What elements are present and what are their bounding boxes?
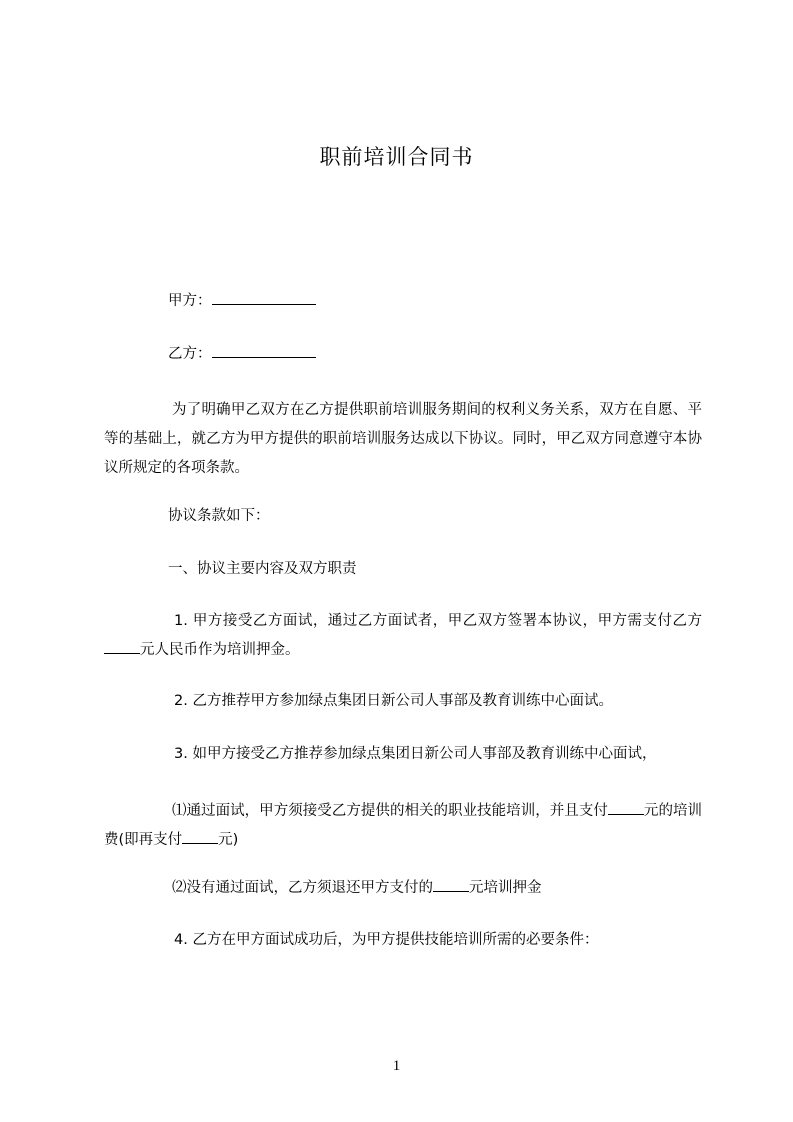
item-2-line: 2. 乙方推荐甲方参加绿点集团日新公司人事部及教育训练中心面试。 [174, 693, 613, 709]
party-b-line [168, 343, 316, 364]
document-title: 职前培训合同书 [319, 145, 474, 169]
item-4-line: 4. 乙方在甲方面试成功后，为甲方提供技能培训所需的必要条件： [174, 932, 599, 948]
clauses-heading: 协议条款如下： [168, 508, 270, 524]
sub-item-2-line [172, 877, 542, 898]
party-a-label: 甲方： [168, 293, 212, 309]
sub-item-1-text-b: 元的培训费(即再支付 [104, 803, 703, 848]
sub-item-1-extra-blank [182, 829, 218, 844]
item-1-text-a: 1. 甲方接受乙方面试，通过乙方面试者，甲乙双方签署本协议，甲方需支付乙方 [174, 613, 702, 629]
sub-item-2-text-a: ⑵没有通过面试，乙方须退还甲方支付的 [172, 880, 433, 896]
item-3-line: 3. 如甲方接受乙方推荐参加绿点集团日新公司人事部及教育训练中心面试， [174, 746, 657, 762]
item-1-deposit-blank [104, 639, 140, 654]
intro-paragraph: 为了明确甲乙双方在乙方提供职前培训服务期间的权利义务关系，双方在自愿、平等的基础上，就乙方为甲方提供的职前培训服务达成以下协议。同时，甲乙双方同意遵守本协议所规定的各项条款。 [104, 402, 702, 476]
page-number: 1 [392, 1058, 401, 1074]
item-1-text-b: 元人民币作为培训押金。 [140, 642, 300, 658]
item-1-paragraph [104, 607, 702, 665]
section-1-heading: 一、协议主要内容及双方职责 [168, 561, 357, 577]
party-b-blank [212, 343, 316, 358]
party-a-line [168, 290, 316, 311]
sub-item-2-text-b: 元培训押金 [469, 880, 542, 896]
party-a-blank [212, 290, 316, 305]
party-b-label: 乙方： [168, 346, 212, 362]
sub-item-1-paragraph [104, 797, 702, 855]
sub-item-1-text-a: ⑴通过面试，甲方须接受乙方提供的相关的职业技能培训，并且支付 [172, 803, 608, 819]
sub-item-1-text-c: 元) [218, 832, 239, 848]
sub-item-2-refund-blank [433, 877, 469, 892]
sub-item-1-fee-blank [608, 800, 644, 815]
